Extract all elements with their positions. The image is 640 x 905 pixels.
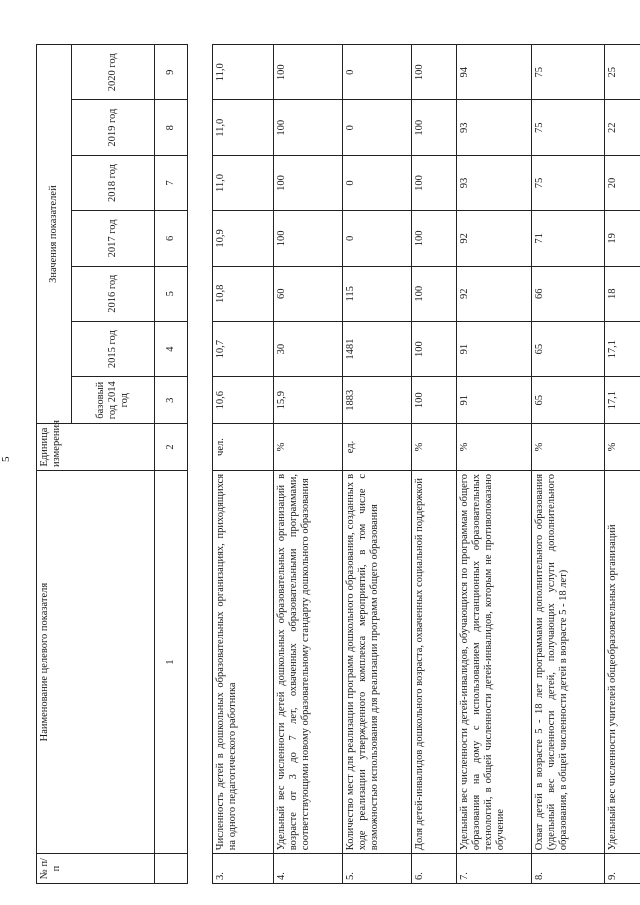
- column-number: 8: [155, 100, 188, 155]
- row-value: 10,9: [213, 211, 274, 266]
- row-value: 10,7: [213, 321, 274, 376]
- row-value: 60: [274, 266, 343, 321]
- row-value: 30: [274, 321, 343, 376]
- header-row-1: [37, 45, 72, 884]
- row-num: 5.: [343, 854, 412, 884]
- row-value: 100: [412, 45, 457, 101]
- row-value: 75: [532, 100, 605, 155]
- row-value: 100: [274, 100, 343, 155]
- column-number: 4: [155, 321, 188, 376]
- row-value: 93: [457, 100, 532, 155]
- row-value: 100: [274, 211, 343, 266]
- row-value: 0: [343, 155, 412, 210]
- row-value: 22: [605, 100, 640, 155]
- row-value: 100: [412, 100, 457, 155]
- row-value: 10,6: [213, 377, 274, 424]
- row-value: 75: [532, 155, 605, 210]
- row-value: 65: [532, 377, 605, 424]
- row-unit: чел.: [213, 424, 274, 471]
- row-value: 17,1: [605, 377, 640, 424]
- header-num: № п/п: [37, 854, 155, 884]
- row-value: 1481: [343, 321, 412, 376]
- row-name: Количество мест для реализации программ дошкольного образования, созданных в ходе реализации утвержденного комплекса мероприятий, в том числе с возможностью использования для реализации программ общего образования: [343, 470, 412, 853]
- row-value: 0: [343, 45, 412, 101]
- column-number: 9: [155, 45, 188, 101]
- header-year: 2016 год: [72, 266, 155, 321]
- table-row: [457, 45, 532, 884]
- row-name: Удельный вес численности учителей общеобразовательных организаций: [605, 470, 640, 853]
- row-value: 93: [457, 155, 532, 210]
- header-year: 2017 год: [72, 211, 155, 266]
- header-year: 2020 год: [72, 45, 155, 101]
- row-value: 0: [343, 211, 412, 266]
- rotated-page: [36, 44, 616, 884]
- header-year: 2018 год: [72, 155, 155, 210]
- table-row: [412, 45, 457, 884]
- row-value: 92: [457, 266, 532, 321]
- row-value: 19: [605, 211, 640, 266]
- column-number: 1: [155, 470, 188, 853]
- row-value: 17,1: [605, 321, 640, 376]
- row-value: 11,0: [213, 45, 274, 101]
- table-row: [213, 45, 274, 884]
- row-unit: %: [412, 424, 457, 471]
- table-row: [274, 45, 343, 884]
- row-value: 100: [274, 45, 343, 101]
- row-name: Охват детей в возрасте 5 - 18 лет программами дополнительного образования (удельный вес численности детей, получающих услуги дополнительного образования, в общей численности детей в возрасте 5 - 18 лет): [532, 470, 605, 853]
- row-value: 75: [532, 45, 605, 101]
- header-unit: Единица измерения: [37, 424, 155, 471]
- column-number: 5: [155, 266, 188, 321]
- row-unit: %: [457, 424, 532, 471]
- row-value: 100: [274, 155, 343, 210]
- row-value: 11,0: [213, 155, 274, 210]
- row-num: 3.: [213, 854, 274, 884]
- row-value: 100: [412, 321, 457, 376]
- row-num: 4.: [274, 854, 343, 884]
- table-gap: [188, 45, 213, 884]
- row-unit: %: [532, 424, 605, 471]
- column-numbers-row: [155, 45, 188, 884]
- header-year: базовый год 2014 год: [72, 377, 155, 424]
- row-value: 100: [412, 377, 457, 424]
- row-value: 71: [532, 211, 605, 266]
- column-number: 2: [155, 424, 188, 471]
- row-unit: ед.: [343, 424, 412, 471]
- row-value: 0: [343, 100, 412, 155]
- row-name: Численность детей в дошкольных образовательных организациях, приходящихся на одного педагогического работника: [213, 470, 274, 853]
- row-value: 25: [605, 45, 640, 101]
- row-value: 20: [605, 155, 640, 210]
- table-row: [343, 45, 412, 884]
- row-value: 11,0: [213, 100, 274, 155]
- table-row: [605, 45, 640, 884]
- row-value: 65: [532, 321, 605, 376]
- row-num: 7.: [457, 854, 532, 884]
- row-value: 91: [457, 377, 532, 424]
- column-number: 6: [155, 211, 188, 266]
- column-number: [155, 854, 188, 884]
- row-value: 115: [343, 266, 412, 321]
- header-year: 2015 год: [72, 321, 155, 376]
- row-unit: %: [274, 424, 343, 471]
- row-value: 91: [457, 321, 532, 376]
- row-num: 6.: [412, 854, 457, 884]
- header-name: Наименование целевого показателя: [37, 470, 155, 853]
- row-num: 8.: [532, 854, 605, 884]
- row-value: 100: [412, 155, 457, 210]
- row-name: Удельный вес численности детей-инвалидов, обучающихся по программам общего образования на дому с использованием дистанционных образовательных технологий, в общей численности детей-инвалидов, которым не противопоказано обучение: [457, 470, 532, 853]
- row-name: Удельный вес численности детей дошкольных образовательных организаций в возрасте от 3 до 7 лет, охваченных образовательными программами, соответствующими новому образовательному стандарту дошкольного образования: [274, 470, 343, 853]
- row-value: 94: [457, 45, 532, 101]
- table-row: [532, 45, 605, 884]
- header-values-group: Значения показателей: [37, 45, 72, 424]
- page-number: 5: [0, 456, 12, 462]
- row-value: 100: [412, 211, 457, 266]
- column-number: 3: [155, 377, 188, 424]
- indicators-table: [36, 44, 640, 884]
- row-unit: %: [605, 424, 640, 471]
- column-number: 7: [155, 155, 188, 210]
- row-value: 18: [605, 266, 640, 321]
- row-value: 10,8: [213, 266, 274, 321]
- row-num: 9.: [605, 854, 640, 884]
- row-value: 100: [412, 266, 457, 321]
- row-value: 15,9: [274, 377, 343, 424]
- row-value: 1883: [343, 377, 412, 424]
- row-value: 92: [457, 211, 532, 266]
- row-value: 66: [532, 266, 605, 321]
- row-name: Доля детей-инвалидов дошкольного возраста, охваченных социальной поддержкой: [412, 470, 457, 853]
- header-year: 2019 год: [72, 100, 155, 155]
